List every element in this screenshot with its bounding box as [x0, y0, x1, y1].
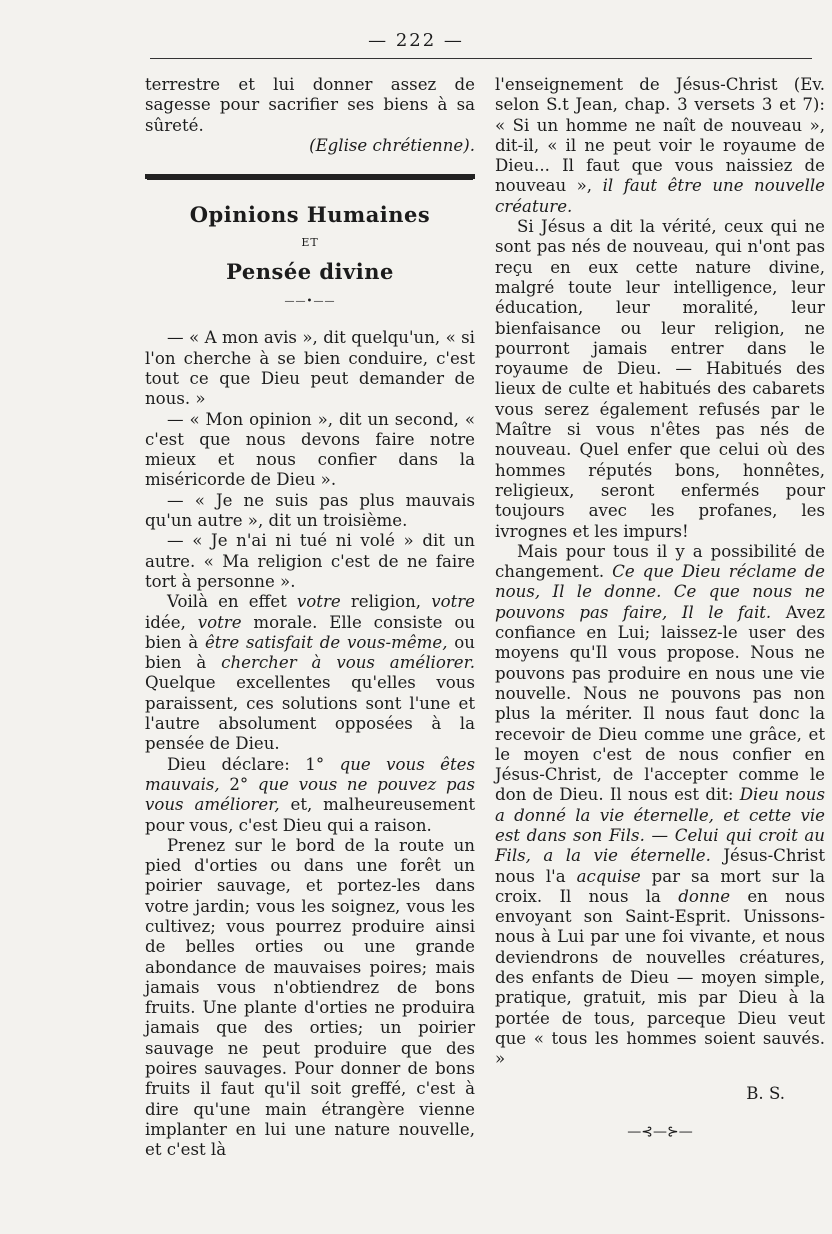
- page-number: — 222 —: [368, 30, 464, 51]
- header-rule: [150, 58, 812, 59]
- paragraph: Mais pour tous il y a possibilité de changement. Ce que Dieu réclame de nous, Il le donne. Ce que nous ne pouvons pas faire, Il le fait. Avez confiance en Lui; laissez-le user des moyens qu'Il vous propose. Nous ne pouvons pas produire en nous une vie nouvelle. Nous ne pouvons pas non plus la mériter. Il nous faut donc la recevoir de Dieu comme une grâce, et le moyen c'est de nous confier en Jésus-Christ, de l'accepter comme le don de Dieu. Il nous est dit: Dieu nous a donné la vie éternelle, et cette vie est dans son Fils. — Celui qui croit au Fils, a la vie éternelle. Jésus-Christ nous l'a acquise par sa mort sur la croix. Il nous la donne en nous envoyant son Saint-Esprit. Unissons-nous à Lui par une foi vivante, et nous deviendrons de nouvelles créatures, des enfants de Dieu — moyen simple, pratique, gratuit, mis par Dieu à la portée de tous, parceque Dieu veut que « tous les hommes soient sauvés. »: [495, 541, 826, 1069]
- left-column: [145, 75, 475, 1161]
- article-title-conjunction: ET: [301, 236, 319, 250]
- continued-paragraph: terrestre et lui donner assez de sagesse pour sacrifier ses biens à sa sûreté.: [145, 75, 475, 135]
- paragraph: — « A mon avis », dit quelqu'un, « si l'on cherche à se bien conduire, c'est tout ce que Dieu peut demander de nous. »: [145, 328, 475, 409]
- section-divider: [145, 174, 475, 179]
- paragraph: — « Je n'ai ni tué ni volé » dit un autre. « Ma religion c'est de ne faire tort à personne ».: [145, 531, 475, 591]
- signature: B. S.: [746, 1083, 785, 1103]
- article-title-2: Pensée divine: [226, 258, 394, 284]
- paragraph: — « Mon opinion », dit un second, « c'est que nous devons faire notre mieux et nous confier dans la miséricorde de Dieu ».: [145, 409, 475, 490]
- paragraph: Si Jésus a dit la vérité, ceux qui ne sont pas nés de nouveau, qui n'ont pas reçu en eux cette nature divine, malgré toute leur intelligence, leur éducation, leur moralité, leur bienfaisance ou leur religion, ne pourront jamais entrer dans le royaume de Dieu. — Habitués des lieux de culte et habitués des cabarets vous serez également refusés par le Maître si vous n'êtes pas nés de nouveau. Quel enfer que celui où des hommes réputés bons, honnêtes, religieux, seront enfermés pour toujours avec les profanes, les ivrognes et les impurs!: [495, 217, 825, 541]
- source-citation: (Eglise chrétienne).: [309, 135, 475, 155]
- paragraph: — « Je ne suis pas plus mauvais qu'un autre », dit un troisième.: [145, 490, 475, 531]
- article-title-1: Opinions Humaines: [189, 202, 431, 228]
- title-ornament: ——•——: [284, 296, 336, 308]
- paragraph: Prenez sur le bord de la route un pied d'orties ou dans une forêt un poirier sauvage, et portez-les dans votre jardin; vous les soignez, vous les cultivez; vous pourrez produire ainsi de belles orties ou une grande abondance de mauvaises poires; mais jamais vous n'obtiendrez de bons fruits. Une plante d'orties ne produira jamais que des orties; un poirier sauvage ne peut produire que des poires sauvages. Pour donner de bons fruits il faut qu'il soit greffé, c'est à dire qu'une main étrangère vienne implanter en lui une nature nouvelle, et c'est là: [145, 835, 475, 1160]
- paragraph: Voilà en effet votre religion, votre idée, votre morale. Elle consiste ou bien à être satisfait de vous-même, ou bien à chercher à vous améliorer. Quelque excellentes qu'elles vous paraissent, ces solutions sont l'une et l'autre absolument opposées à la pensée de Dieu.: [145, 592, 476, 754]
- right-column: [495, 75, 825, 1142]
- paragraph: Dieu déclare: 1° que vous êtes mauvais, 2° que vous ne pouvez pas vous améliorer, et, malheureusement pour vous, c'est Dieu qui a raison.: [145, 754, 476, 835]
- paragraph: l'enseignement de Jésus-Christ (Ev. selon S.t Jean, chap. 3 versets 3 et 7): « Si un homme ne naît de nouveau », dit-il, « il ne peut voir le royaume de Dieu... Il faut que vous naissiez de nouveau », il faut être une nouvelle créature.: [495, 75, 826, 216]
- end-ornament: —⊰—⊱—: [627, 1123, 693, 1140]
